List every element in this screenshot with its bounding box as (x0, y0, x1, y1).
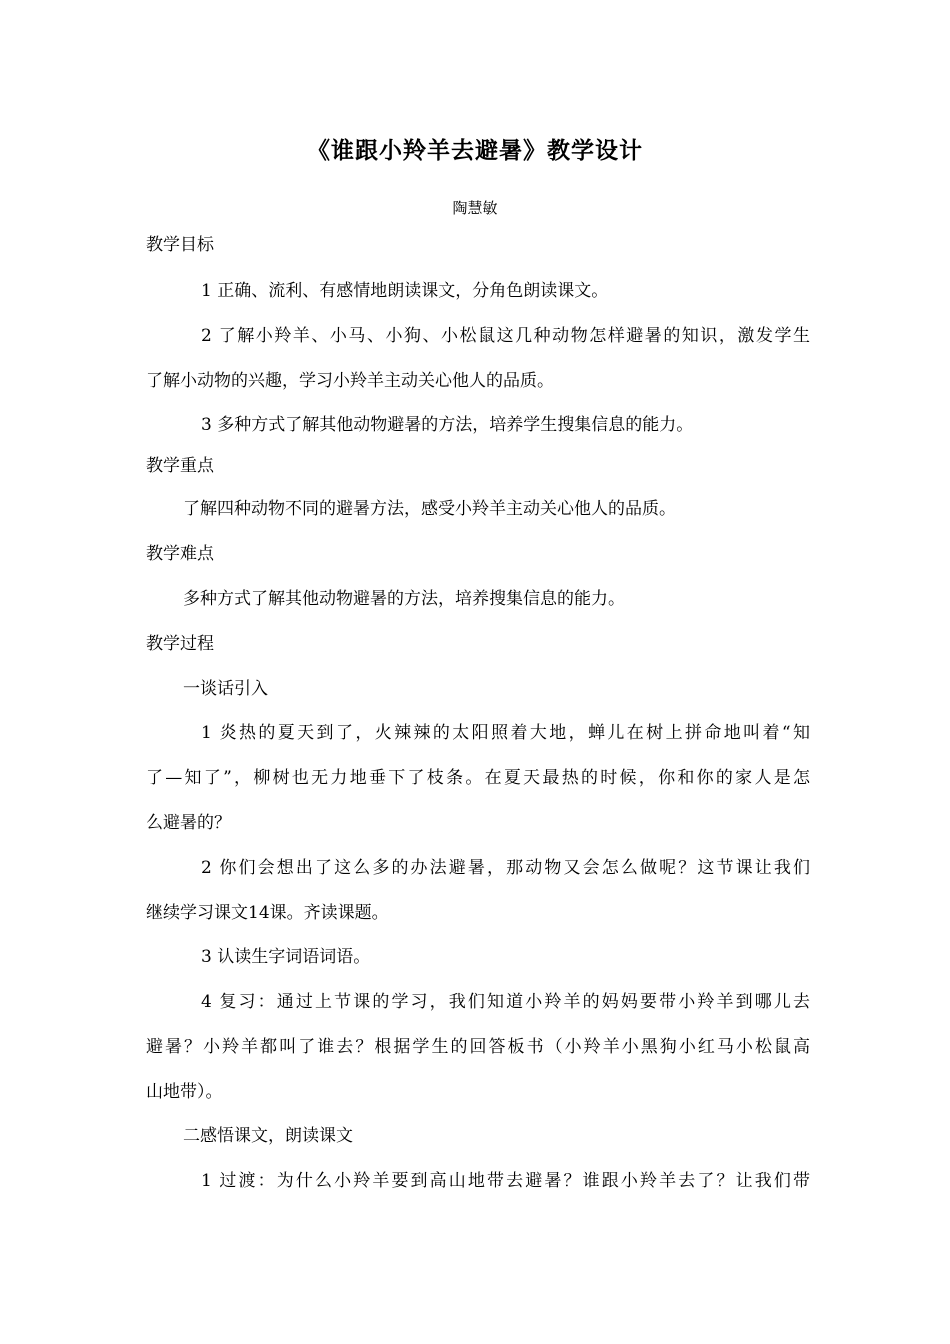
section-heading-key-points: 教学重点 (146, 456, 214, 476)
paragraph-line: 2 你们会想出了这么多的办法避暑，那动物又会怎么做呢？这节课让我们 (201, 858, 810, 878)
paragraph-line: 1 正确、流利、有感情地朗读课文，分角色朗读课文。 (201, 281, 609, 301)
paragraph-line: 3 认读生字词语词语。 (201, 947, 371, 967)
paragraph-line: 么避暑的？ (146, 813, 231, 833)
paragraph-line: 4 复习：通过上节课的学习，我们知道小羚羊的妈妈要带小羚羊到哪儿去 (201, 992, 810, 1012)
section-heading-process: 教学过程 (146, 634, 214, 654)
paragraph-line: 1 过渡：为什么小羚羊要到高山地带去避暑？谁跟小羚羊去了？让我们带 (201, 1171, 810, 1191)
subsection-heading: 一谈话引入 (183, 679, 268, 699)
paragraph-line: 1 炎热的夏天到了，火辣辣的太阳照着大地，蝉儿在树上拼命地叫着“知 (201, 723, 810, 743)
paragraph-line: 3 多种方式了解其他动物避暑的方法，培养学生搜集信息的能力。 (201, 415, 694, 435)
section-heading-difficulties: 教学难点 (146, 544, 214, 564)
paragraph-line: 2 了解小羚羊、小马、小狗、小松鼠这几种动物怎样避暑的知识，激发学生 (201, 326, 810, 346)
section-heading-objectives: 教学目标 (146, 235, 214, 255)
paragraph-line: 继续学习课文14课。齐读课题。 (146, 903, 389, 923)
paragraph-line: 山地带）。 (146, 1082, 223, 1102)
paragraph-line: 了解小动物的兴趣，学习小羚羊主动关心他人的品质。 (146, 371, 554, 391)
paragraph-line: 多种方式了解其他动物避暑的方法，培养搜集信息的能力。 (183, 589, 625, 609)
subsection-heading: 二感悟课文，朗读课文 (183, 1126, 353, 1146)
paragraph-line: 了—知了”，柳树也无力地垂下了枝条。在夏天最热的时候，你和你的家人是怎 (146, 768, 810, 788)
document-author: 陶慧敏 (452, 199, 498, 217)
paragraph-line: 避暑？小羚羊都叫了谁去？根据学生的回答板书（小羚羊小黑狗小红马小松鼠高 (146, 1037, 810, 1057)
paragraph-line: 了解四种动物不同的避暑方法，感受小羚羊主动关心他人的品质。 (183, 499, 676, 519)
document-title: 《谁跟小羚羊去避暑》教学设计 (307, 137, 643, 164)
